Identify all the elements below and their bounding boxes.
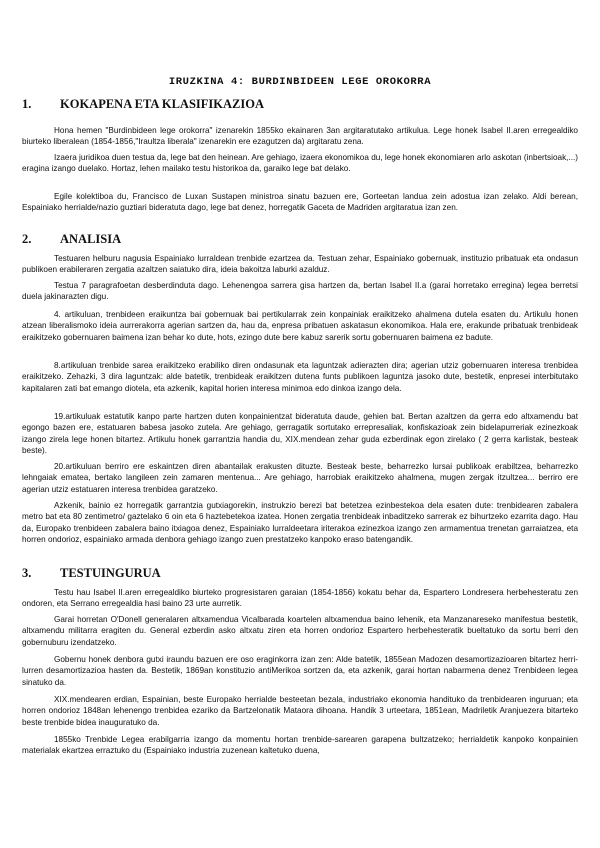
paragraph: 1855ko Trenbide Legea erabilgarria izango da momentu hortan trenbide-sarearen garapena bultzatzeko; herrialdetik kanpoko konpainien materialak ekartzea erraztuko du (Espainiako industria zuzenean kaltetuko duena,: [22, 735, 578, 756]
section-title: KOKAPENA ETA KLASIFIKAZIOA: [60, 97, 264, 111]
paragraph: Testua 7 paragrafoetan desberdinduta dago. Lehenengoa sarrera gisa hartzen da, bertan Isabel II.a (garai horretako erregina) legea berretsi duela jakinarazten digu.: [22, 281, 578, 302]
paragraph: Hona hemen "Burdinbideen lege orokorra" izenarekin 1855ko ekainaren 3an argitaratutako artikulua. Lege honek Isabel II.aren erregealdiko biurteko liberalean (1854-1856,"Iraultza liberala" izenarekin ere ezagutzen da) argitaratu zena.: [22, 126, 578, 147]
section-title: ANALISIA: [60, 232, 122, 246]
paragraph: Izaera juridikoa duen testua da, lege bat den heinean. Are gehiago, izaera ekonomikoa du, lege honek ekonomiaren arlo askotan (inbertsioak,...) eragina izango duelako. Hortaz, lehen mailako testu historikoa da, garaiko lege bat delako.: [22, 153, 578, 174]
paragraph: Egile kolektiboa du, Francisco de Luxan Sustapen ministroa sinatu bazuen ere, Gorteetan landua zein adostua izan zelako. Aldi berean, Espainiako herrialde/nazio guztiari bideratuta dago, lege bat denez, horregatik Gaceta de Madriden argitaratua izan zen.: [22, 192, 578, 213]
paragraph: 20.artikuluan berriro ere eskaintzen diren abantailak erakusten dituzte. Besteak beste, beharrezko lursai publikoak erabiltzea, beharrezko lehngaiak ematea, bertako langileen zein zamaren mentenua... Are gehiago, harrobiak eraikitzeko ahalmena, mugen zergak itzultzea... berriro ere agerian utziz estatuaren interesa trenbidea garatzeko.: [22, 462, 578, 494]
section-heading-3: [22, 566, 161, 581]
paragraph: 8.artikuluan trenbide sarea eraikitzeko erabiliko diren ondasunak eta laguntzak adierazten dira; agerian utziz gobernuaren interesa trenbidea eraikitzeko. Zehazki, 3 dira laguntzak: alde batetik, trenbideak eraikitzen dutena funts publikoen laguntza jasoko dute, bestetik, enpresei interbitutako kapitalaren zati bat emango diotela, eta azkenik, kapital horien interesa minimoa edo dinkoa izango dela.: [22, 361, 578, 393]
paragraph: XIX.mendearen erdian, Espainian, beste Europako herrialde besteetan bezala, industriako ekonomia handituko da trenbidearen inguruan; eta horren ondorioz 1848an lehenengo trenbidea ezariko da Bartzelonatik Mataora dihoana. Handik 3 urteetara, 1851ean, Madriletik Aranjuezera bitarteko beste trenbide bidea inauguratuko da.: [22, 695, 578, 727]
paragraph: Azkenik, bainio ez horregatik garrantzia gutxiagorekin, instrukzio berezi bat betetzea ezinbestekoa dela esaten dute: trenbidearen zabalera metro bat eta 80 zentimetro/ gaztelako 6 oin eta 6 haztebetekoa izatea. Honen zergatia trenbideak inbaditzeko sarrerak ez bihurtzeko ezarrita dago. Hau da, Europako trenbideen zabalera baino itxiagoa denez, Espainiako lurraldeetara iriterakoa ezinezkoa izango zen armamentua trenetan garraiatzea, eta horren ondorioz, espainiako armada denbora gehiago izango zuen prestatzeko kanpoko eraso batengandik.: [22, 501, 578, 545]
section-number: 2.: [22, 232, 32, 246]
paragraph: 4. artikuluan, trenbideen eraikuntza bai gobernuak bai pertikularrak zein konpainiak eraikitzeko ahalmena dutela esaten du. Artikulu honen atzean liberalismoko ideia aurrerakorra agerian sartzen da, hau da, enpresa pribatuen askatasun ekonomikoa. Hala ere, erakunde pribatuak trenbideak eraikitzeko gobernuaren baimena izan behar ko dute, hots, ezingo dute bere kabuz sarerik sortu gobernuaren baimena ez badute.: [22, 310, 578, 342]
section-heading-2: [22, 232, 121, 247]
section-title: TESTUINGURUA: [60, 566, 161, 580]
paragraph: Testuaren helburu nagusia Espainiako lurraldean trenbide ezartzea da. Testuan zehar, Espainiako gobernuak, instituzio pribatuak eta ondasun publikoen erabileraren zergatia azaltzen saiatuko dira, ideia bakoitza laburki azalduz.: [22, 254, 578, 275]
paragraph: Garai horretan O'Donell generalaren altxamendua Vicalbarada koartelen altxamendua baino lehenik, eta Manzanareseko manifestua bestetik, altxamendu militarra eragiten du. General ezberdin asko altxatu ziren eta horren ondorioz Espartero herbehesteratik bueltatuko da sortu berri den gobernuburu izendatzeko.: [22, 615, 578, 647]
paragraph: Gobernu honek denbora gutxi iraundu bazuen ere oso eraginkorra izan zen: Alde batetik, 1855ean Madozen desamortizazioaren bitartez herri-lurren desamortizazioa hasten da. Bestetik, 1869an konstituzio antiMerikoa sortzen da, eta azkenik, garai hortan nabarmena denez Trenbideen legea sinatuko da.: [22, 655, 578, 687]
section-number: 1.: [22, 97, 32, 111]
paragraph: Testu hau Isabel II.aren erregealdiko biurteko progresistaren garaian (1854-1856) kokatu behar da, Espartero Londresera herbehesteratu zen ondoren, eta Serrano erregealdia hasi baino 23 urte aurretik.: [22, 588, 578, 609]
document-title: IRUZKINA 4: BURDINBIDEEN LEGE OROKORRA: [168, 76, 432, 88]
section-heading-1: [22, 97, 264, 112]
paragraph: 19.artikuluak estatutik kanpo parte hartzen duten konpainientzat bideratuta daude, gehien bat. Bertan azaltzen da gerra edo altxamendu bat egongo bazen ere, estatuaren babesa jasoko zutela. Are gehiago, gerragatik sortutako errepresaliak, konfiskazioak zein bidelapurreriak ezinezkoak izango zirela lege honen bitartez. Artikulu honek garrantzia handia du, XIX.mendean zehar guda ezberdinak egon zirelako ( 2 gerra karlistak, besteak beste).: [22, 412, 578, 456]
section-number: 3.: [22, 566, 32, 580]
